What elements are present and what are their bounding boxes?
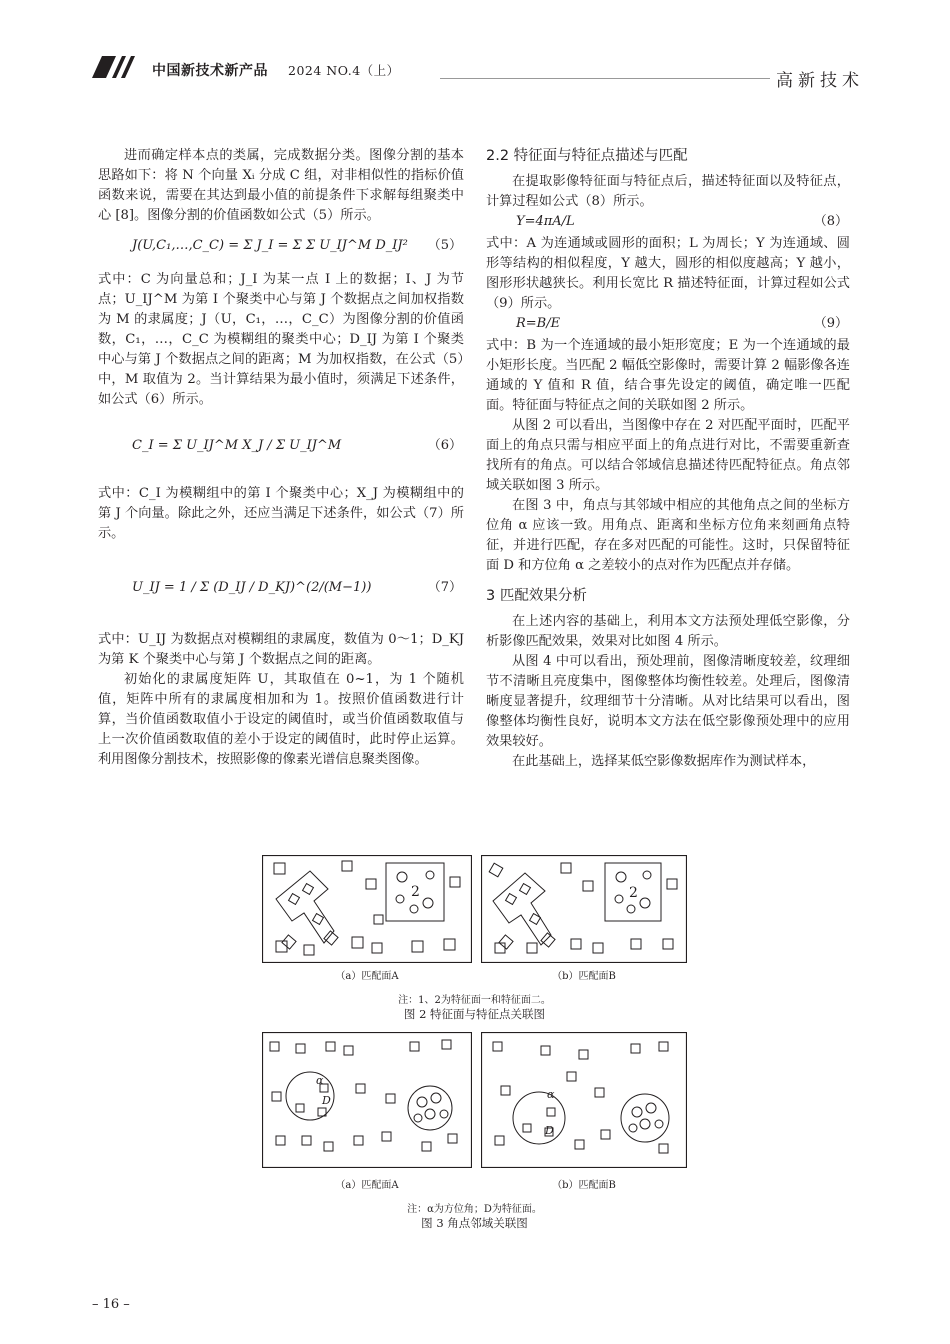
d-label-a: D	[322, 1094, 331, 1107]
figure-2b-caption: （b）匹配面B	[552, 971, 616, 982]
equation-6-body: C_I = Σ U_IJ^M X_J / Σ U_IJ^M	[132, 438, 342, 453]
equation-6	[98, 420, 464, 474]
left-paragraph-2: 式中：C 为向量总和；J_I 为某一点 I 上的数据；I、J 为节点；U_IJ^M 为第 I 个聚类中心与第 J 个数据点之间加权指数为 M 的隶属度；J（U，C₁，…，C_C）为图像分割的价值函数，C₁，…，C_C 为模糊组的聚类中心；D_IJ 为第 I 个聚类中心与第 J 个数据点之间的距离；M 为加权指数，在公式（5）中，M 取值为 2。当计算结果为最小值时，须满足下述条件，如公式（6）所示。	[98, 272, 464, 407]
journal-logo	[92, 56, 138, 78]
equation-7-number: （7）	[427, 580, 462, 595]
left-paragraph-1: 进而确定样本点的类属，完成数据分类。图像分割的基本思路如下：将 N 个向量 Xᵢ 分成 C 组，对非相似性的指标价值函数来说，需要在其达到最小值的前提条件下求解每组聚类中心 [8]。图像分割的价值函数如公式（5）所示。	[98, 148, 464, 223]
journal-name: 中国新技术新产品	[152, 63, 268, 79]
equation-9-number: （9）	[813, 316, 848, 331]
feature-plane-2-label-b: 2	[629, 885, 638, 901]
equation-8	[486, 212, 850, 234]
equation-5-body: J(U,C₁,…,C_C) = Σ J_I = Σ Σ U_IJ^M D_IJ²	[132, 238, 408, 253]
right-paragraph-4: 从图 2 可以看出，当图像中存在 2 对匹配平面时，匹配平面上的角点只需与相应平面上的角点进行对比，不需要重新查找所有的角点。可以结合邻域信息描述待匹配特征点。角点邻域关联如图 3 所示。	[486, 418, 850, 493]
left-paragraph-3: 式中：C_I 为模糊组中的第 I 个聚类中心；X_J 为模糊组中的第 J 个向量。除此之外，还应当满足下述条件，如公式（7）所示。	[98, 486, 464, 541]
header-rule	[440, 78, 770, 79]
equation-8-number: （8）	[813, 214, 848, 229]
figure-2-title: 图 2 特征面与特征点关联图	[403, 1007, 546, 1021]
equation-9	[486, 314, 850, 336]
right-paragraph-2: 式中：A 为连通域或圆形的面积；L 为周长；Y 为连通域、圆形等结构的相似程度，Y 越大，圆形的相似度越高；Y 越小，图形形状越狭长。利用长宽比 R 描述特征面，计算过程如公式（9）所示。	[486, 236, 850, 311]
alpha-label-b: α	[547, 1088, 555, 1101]
section-heading-3: 3 匹配效果分析	[486, 588, 587, 604]
equation-9-body: R=B/E	[516, 316, 561, 331]
figure-3b-caption: （b）匹配面B	[552, 1180, 616, 1191]
right-paragraph-5: 在图 3 中，角点与其邻域中相应的其他角点之间的坐标方位角 α 应该一致。用角点、距离和坐标方位角来刻画角点特征，并进行匹配，存在多对匹配的可能性。这时，只保留特征面 D 和方位角 α 之差较小的点对作为匹配点并存储。	[486, 498, 850, 573]
figure-3a-caption: （a）匹配面A	[335, 1180, 399, 1191]
right-paragraph-1: 在提取影像特征面与特征点后，描述特征面以及特征点，计算过程如公式（8）所示。	[486, 174, 850, 209]
right-paragraph-8: 在此基础上，选择某低空影像数据库作为测试样本，	[512, 754, 816, 769]
left-paragraph-4: 式中：U_IJ 为数据点对模糊组的隶属度，数值为 0～1；D_KJ 为第 K 个聚类中心与第 J 个数据点之间的距离。	[98, 632, 464, 667]
figure-3-title: 图 3 角点邻域关联图	[421, 1216, 528, 1230]
figure-2b-diagram	[481, 855, 687, 963]
right-paragraph-3: 式中：B 为一个连通域的最小矩形宽度；E 为一个连通域的最小矩形长度。当匹配 2 幅低空影像时，需要计算 2 幅影像各连通域的 Y 值和 R 值，结合事先设定的阈值，确定唯一匹配面。特征面与特征点之间的关联如图 2 所示。	[486, 338, 850, 413]
right-paragraph-6: 在上述内容的基础上，利用本文方法预处理低空影像，分析影像匹配效果，效果对比如图 4 所示。	[486, 614, 850, 649]
section-title: 高新技术	[776, 71, 864, 91]
equation-5-number: （5）	[427, 238, 462, 253]
issue-number: 2024 NO.4（上）	[288, 63, 400, 78]
d-label-b: D	[545, 1124, 554, 1137]
figure-2-note: 注：1、2为特征面一和特征面二。	[398, 995, 551, 1006]
right-paragraph-7: 从图 4 中可以看出，预处理前，图像清晰度较差，纹理细节不清晰且亮度集中，图像整体均衡性较差。处理后，图像清晰度显著提升，纹理细节十分清晰。从对比结果可以看出，图像整体均衡性良好，说明本文方法在低空影像预处理中的应用效果较好。	[486, 654, 850, 749]
right-column	[486, 146, 850, 772]
figure-2a-caption: （a）匹配面A	[335, 971, 399, 982]
equation-7-body: U_IJ = 1 / Σ (D_IJ / D_KJ)^(2/(M−1))	[132, 580, 372, 595]
section-heading-2-2: 2.2 特征面与特征点描述与匹配	[486, 148, 688, 164]
equation-6-number: （6）	[427, 438, 462, 453]
figure-3-note: 注：α为方位角；D为特征面。	[407, 1204, 542, 1215]
equation-5	[98, 232, 464, 262]
alpha-label-a: α	[316, 1074, 324, 1087]
figure-3a-diagram	[262, 1032, 472, 1168]
equation-8-body: Y=4πA/L	[516, 214, 575, 229]
figure-3b-diagram	[481, 1032, 687, 1168]
page-number: – 16 –	[92, 1297, 130, 1312]
left-paragraph-5: 初始化的隶属度矩阵 U，其取值在 0~1，为 1 个随机值，矩阵中所有的隶属度相加和为 1。按照价值函数进行计算，当价值函数取值小于设定的阈值时，或当价值函数取值与上一次价值函数取值的差小于设定的阈值时，此时停止运算。利用图像分割技术，按照影像的像素光谱信息聚类图像。	[98, 672, 464, 767]
figure-2a-diagram	[262, 855, 472, 963]
left-column	[98, 146, 464, 770]
feature-plane-2-label-a: 2	[411, 884, 420, 900]
equation-7	[98, 554, 464, 620]
